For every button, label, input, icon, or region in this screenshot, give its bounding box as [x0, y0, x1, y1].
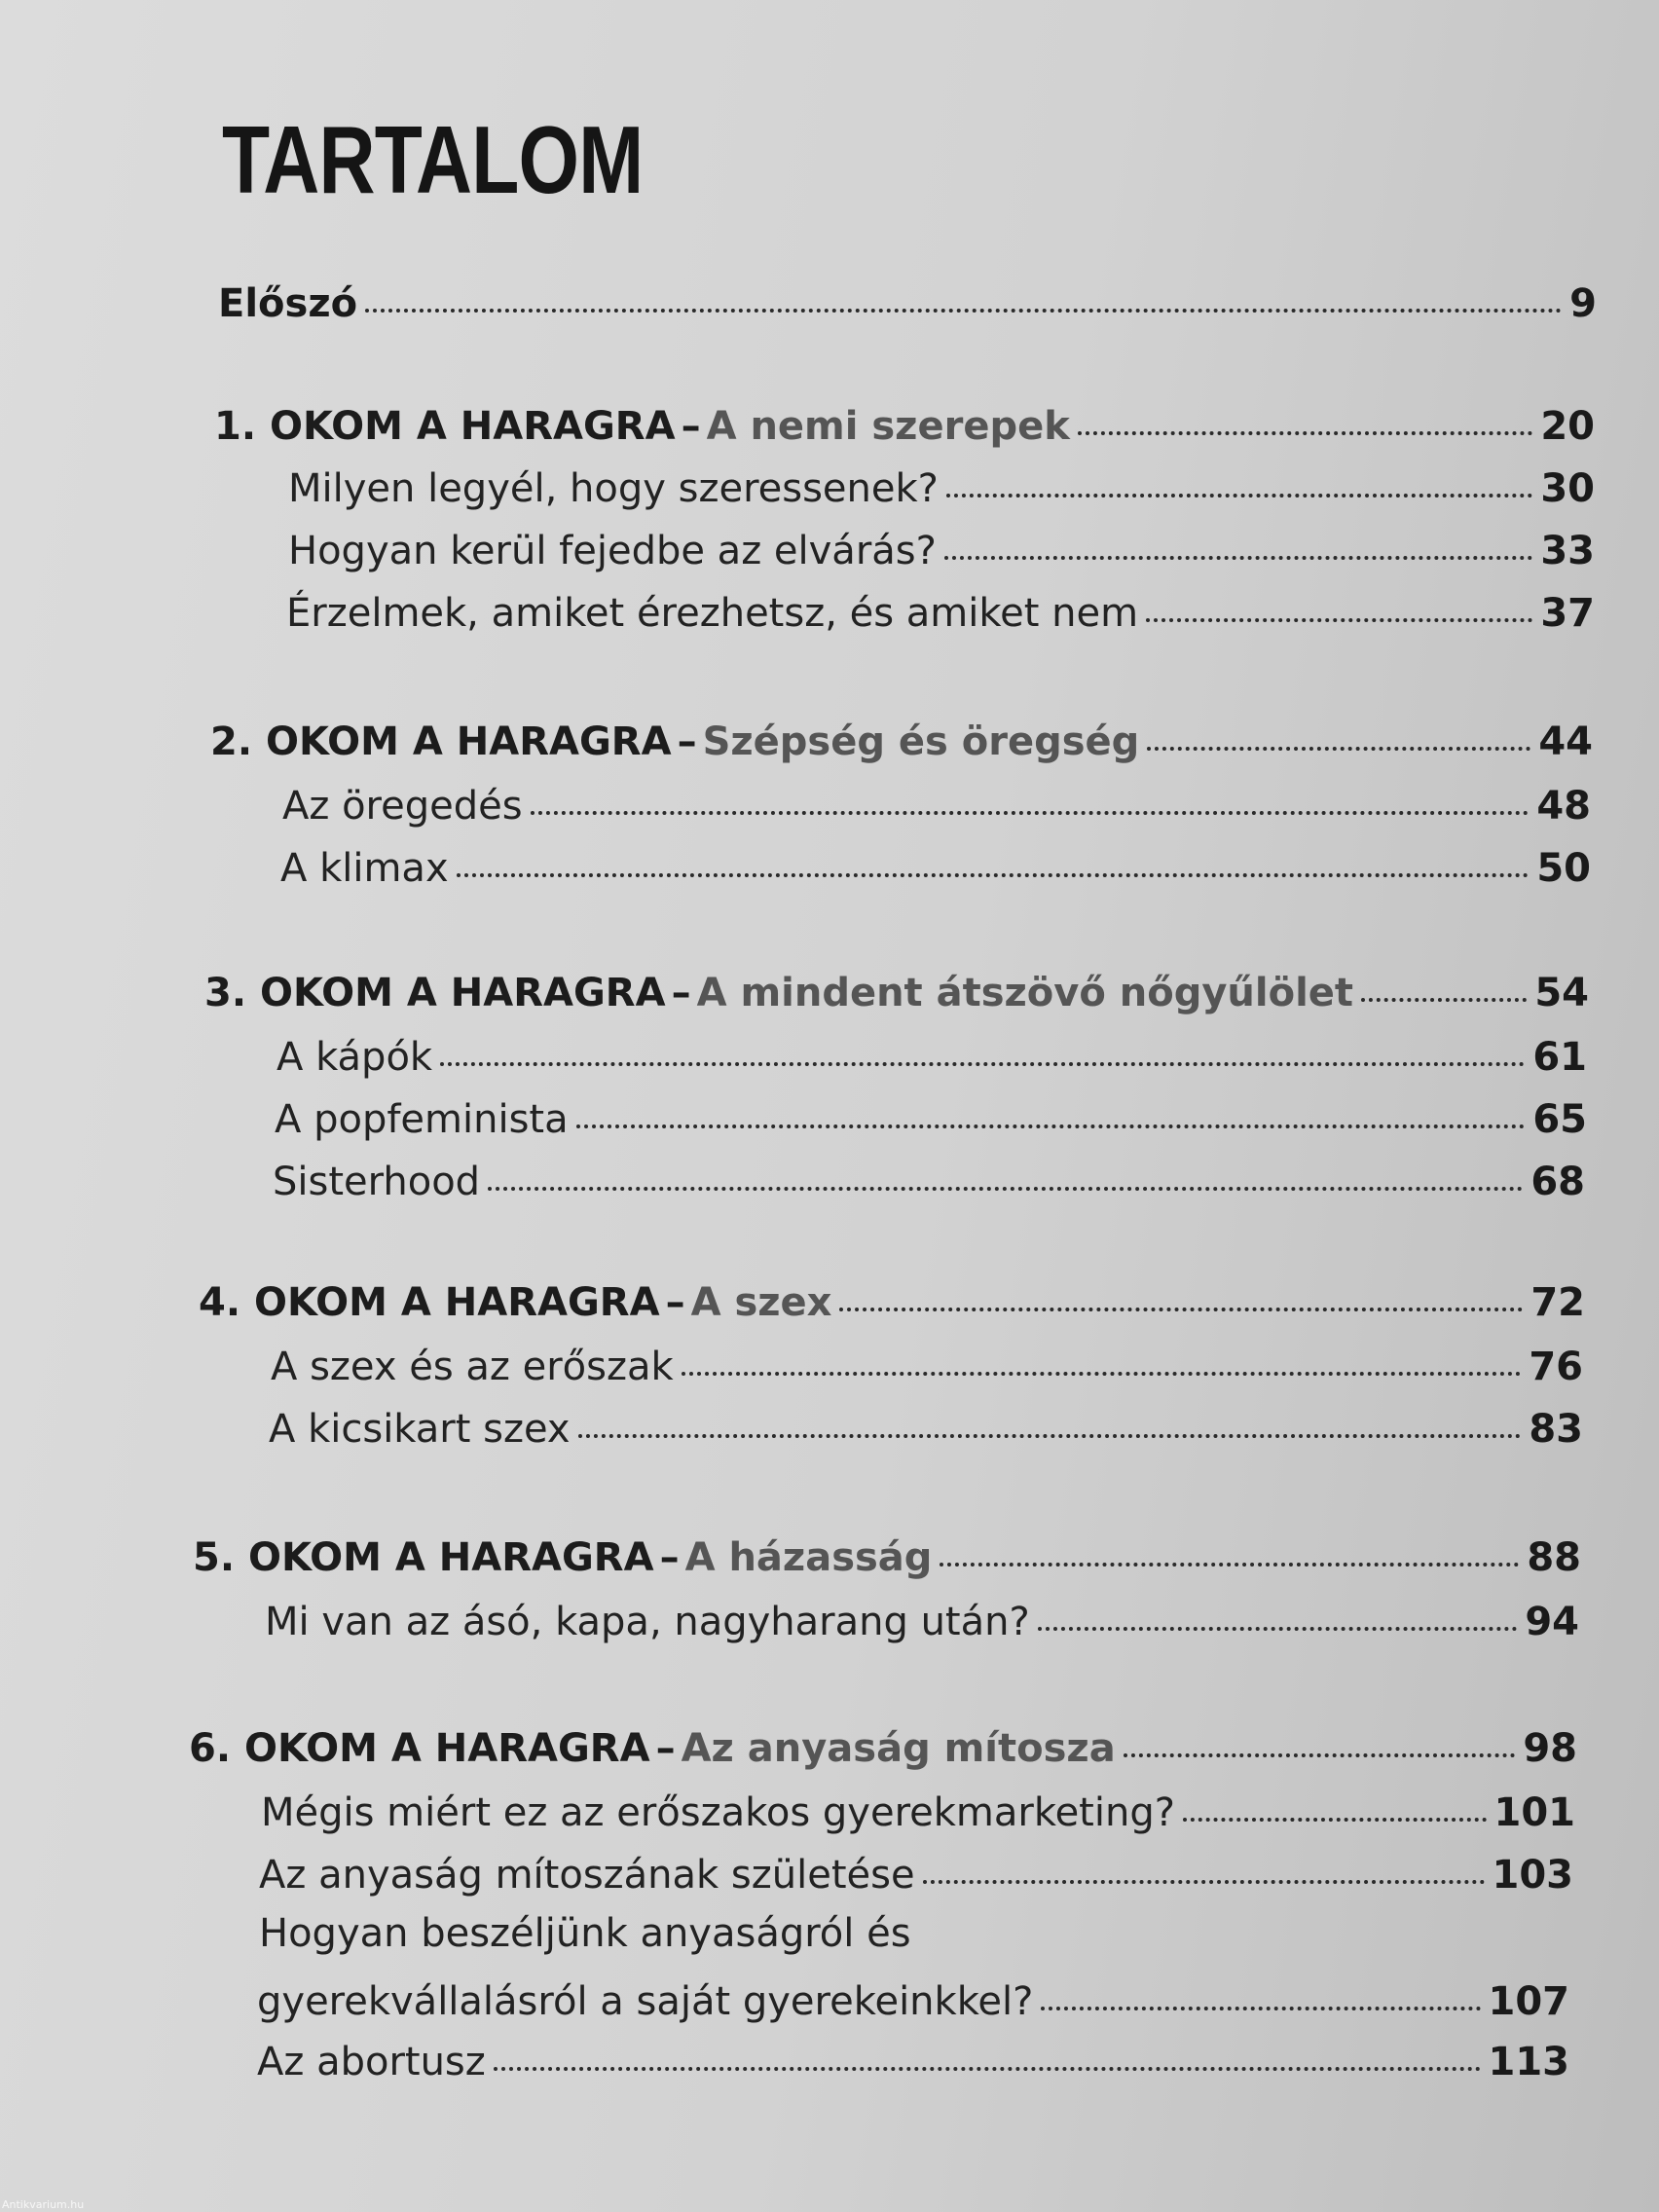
page-number: 48: [1536, 784, 1591, 829]
chapter-subtitle: Az anyaság mítosza: [681, 1726, 1116, 1771]
page-title: TARTALOM: [222, 106, 644, 213]
section-entry: Mégis miért ez az erőszakos gyerekmarketing? 101: [261, 1790, 1575, 1835]
chapter-subtitle: A mindent átszövő nőgyűlölet: [696, 971, 1354, 1015]
page-number: 9: [1569, 281, 1597, 326]
section-entry: A popfeminista 65: [275, 1097, 1587, 1142]
page-number: 107: [1488, 1979, 1569, 2024]
chapter-subtitle: A szex: [690, 1280, 832, 1325]
chapter-heading: 2. OKOM A HARAGRA: [210, 719, 672, 764]
page-number: 30: [1540, 466, 1595, 511]
page-number: 103: [1492, 1853, 1573, 1898]
page-number: 88: [1527, 1535, 1581, 1580]
leader-dots: [1147, 747, 1530, 751]
leader-dots: [923, 1880, 1485, 1884]
page-number: 72: [1530, 1280, 1585, 1325]
section-entry: A kicsikart szex 83: [269, 1407, 1583, 1452]
dash: –: [665, 1280, 685, 1325]
page-number: 33: [1540, 529, 1595, 573]
chapter-1: [214, 404, 1595, 449]
chapter-4: [199, 1280, 1585, 1325]
watermark: Antikvarium.hu: [2, 2198, 85, 2211]
leader-dots: [488, 1187, 1523, 1191]
leader-dots: [457, 873, 1530, 877]
page-number: 54: [1534, 971, 1589, 1015]
page-number: 83: [1529, 1407, 1583, 1452]
section-entry: Milyen legyél, hogy szeressenek? 30: [288, 466, 1595, 511]
section-entry-line-1: Hogyan beszéljünk anyaságról és: [259, 1911, 911, 1956]
page-number: 20: [1540, 404, 1595, 449]
leader-dots: [1124, 1753, 1516, 1757]
leader-dots: [440, 1062, 1525, 1066]
page-number: 94: [1525, 1600, 1579, 1644]
page-number: 50: [1536, 846, 1591, 891]
chapter-heading: 5. OKOM A HARAGRA: [193, 1535, 654, 1580]
section-entry: A kápók 61: [276, 1035, 1587, 1080]
chapter-2: [210, 719, 1593, 764]
section-entry: Mi van az ásó, kapa, nagyharang után? 94: [265, 1600, 1579, 1644]
dash: –: [655, 1726, 676, 1771]
chapter-3: [204, 971, 1589, 1015]
page-number: 101: [1493, 1790, 1575, 1835]
chapter-subtitle: A nemi szerepek: [706, 404, 1070, 449]
section-entry: Az abortusz 113: [257, 2040, 1569, 2084]
leader-dots: [1361, 998, 1527, 1002]
dash: –: [671, 971, 691, 1015]
chapter-subtitle: A házasság: [684, 1535, 933, 1580]
leader-dots: [531, 811, 1530, 815]
page-number: 113: [1488, 2040, 1569, 2084]
section-entry: Az anyaság mítoszának születése 103: [259, 1853, 1573, 1898]
leader-dots: [1183, 1818, 1487, 1822]
leader-dots: [940, 1563, 1519, 1567]
chapter-heading: 3. OKOM A HARAGRA: [204, 971, 666, 1015]
leader-dots: [578, 1434, 1522, 1438]
page-number: 65: [1532, 1097, 1587, 1142]
foreword-label: Előszó: [218, 281, 358, 326]
section-entry: A klimax 50: [280, 846, 1591, 891]
leader-dots: [1078, 431, 1533, 435]
chapter-6: [189, 1726, 1577, 1771]
leader-dots: [1146, 618, 1532, 622]
leader-dots: [682, 1372, 1522, 1376]
section-entry: Érzelmek, amiket érezhetsz, és amiket nem 37: [286, 591, 1595, 636]
section-entry: Az öregedés 48: [282, 784, 1591, 829]
page-number: 68: [1530, 1160, 1585, 1204]
chapter-heading: 4. OKOM A HARAGRA: [199, 1280, 660, 1325]
dash: –: [681, 404, 701, 449]
page-number: 44: [1538, 719, 1593, 764]
chapter-heading: 6. OKOM A HARAGRA: [189, 1726, 650, 1771]
leader-dots: [946, 494, 1532, 498]
section-entry: gyerekvállalásról a saját gyerekeinkkel? 107: [257, 1979, 1569, 2024]
leader-dots: [1041, 2007, 1480, 2010]
chapter-subtitle: Szépség és öregség: [702, 719, 1140, 764]
section-entry: Sisterhood 68: [273, 1160, 1585, 1204]
section-entry: A szex és az erőszak 76: [271, 1345, 1583, 1389]
dash: –: [659, 1535, 680, 1580]
leader-dots: [494, 2067, 1481, 2071]
leader-dots: [1038, 1627, 1518, 1631]
toc-entry-foreword: [218, 281, 1597, 326]
section-entry: Hogyan kerül fejedbe az elvárás? 33: [288, 529, 1595, 573]
page-number: 37: [1540, 591, 1595, 636]
page-number: 61: [1532, 1035, 1587, 1080]
page-number: 76: [1529, 1345, 1583, 1389]
leader-dots: [576, 1124, 1526, 1128]
dash: –: [677, 719, 697, 764]
chapter-heading: 1. OKOM A HARAGRA: [214, 404, 676, 449]
page-number: 98: [1523, 1726, 1577, 1771]
leader-dots: [839, 1308, 1523, 1311]
leader-dots: [365, 309, 1562, 313]
leader-dots: [944, 556, 1532, 560]
chapter-5: [193, 1535, 1581, 1580]
